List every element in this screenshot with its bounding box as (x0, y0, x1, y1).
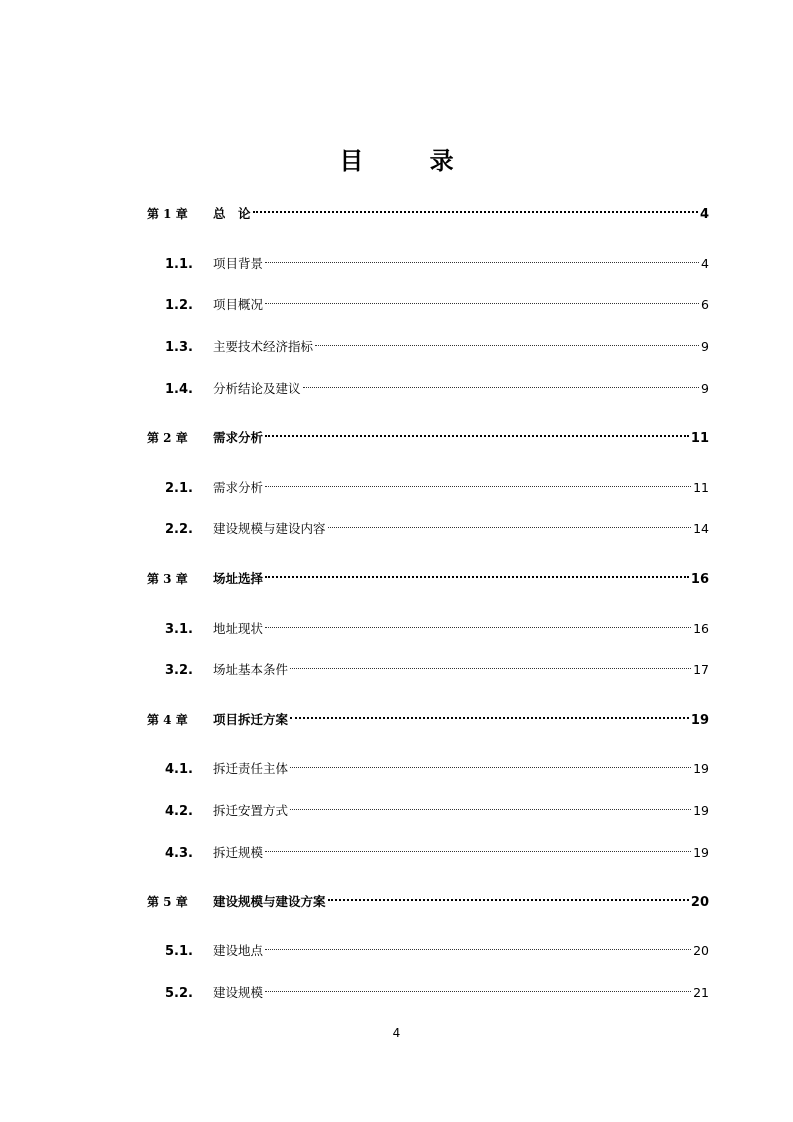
toc-label: 地址现状 (213, 621, 264, 636)
toc-page: 11 (693, 480, 709, 495)
dot-leader (265, 289, 699, 309)
toc-page: 6 (701, 297, 709, 312)
dot-leader (328, 886, 689, 906)
toc-section-3-2[interactable] (147, 654, 709, 678)
toc-label: 拆迁规模 (213, 845, 264, 860)
toc-number: 第 2 章 (147, 431, 188, 445)
page-title (0, 141, 793, 176)
dot-leader (290, 704, 689, 724)
title-char-1: 目 (339, 147, 364, 175)
toc-page: 19 (693, 761, 709, 776)
dot-leader (265, 563, 689, 583)
toc-label: 分析结论及建议 (213, 381, 301, 396)
toc-section-4-2[interactable] (147, 795, 709, 819)
toc-page: 9 (701, 381, 709, 396)
dot-leader (265, 472, 691, 492)
toc-page: 4 (699, 207, 709, 222)
toc-label: 项目概况 (213, 297, 264, 312)
toc-page: 21 (693, 985, 709, 1000)
toc-page: 9 (701, 339, 709, 354)
toc-label: 拆迁责任主体 (213, 761, 289, 776)
toc-label: 拆迁安置方式 (213, 803, 289, 818)
toc-page: 16 (690, 572, 709, 587)
toc-label: 项目拆迁方案 (213, 712, 289, 727)
dot-leader (265, 935, 691, 955)
dot-leader (290, 795, 691, 815)
toc-label: 建设地点 (213, 943, 264, 958)
toc-section-5-2[interactable] (147, 977, 709, 1001)
toc-section-1-4[interactable] (147, 373, 709, 397)
toc-number: 第 4 章 (147, 713, 188, 727)
toc-label: 主要技术经济指标 (213, 339, 314, 354)
dot-leader (265, 977, 691, 997)
dot-leader (265, 248, 699, 268)
toc-chapter-3[interactable] (147, 563, 709, 587)
toc-page: 20 (693, 943, 709, 958)
dot-leader (290, 753, 691, 773)
toc-number: 4.2. (165, 804, 193, 819)
toc-page: 17 (693, 662, 709, 677)
toc-label: 项目背景 (213, 256, 264, 271)
toc-chapter-1[interactable] (147, 198, 709, 222)
toc-page: 20 (690, 895, 709, 910)
dot-leader (328, 513, 692, 533)
dot-leader (315, 331, 699, 351)
toc-number: 3.2. (165, 663, 193, 678)
page-number: 4 (392, 1026, 401, 1040)
toc-section-1-3[interactable] (147, 331, 709, 355)
toc-page: 16 (693, 621, 709, 636)
toc-label: 场址基本条件 (213, 662, 289, 677)
toc-page: 19 (690, 713, 709, 728)
toc-section-2-2[interactable] (147, 513, 709, 537)
title-char-2: 录 (429, 147, 454, 175)
dot-leader (265, 422, 689, 442)
dot-leader (265, 613, 691, 633)
toc-section-2-1[interactable] (147, 472, 709, 496)
toc-section-1-2[interactable] (147, 289, 709, 313)
toc-page: 19 (693, 803, 709, 818)
toc-page: 11 (690, 431, 709, 446)
toc-page: 19 (693, 845, 709, 860)
dot-leader (303, 373, 700, 393)
toc-number: 4.3. (165, 846, 193, 861)
toc-page: 14 (693, 521, 709, 536)
toc-section-3-1[interactable] (147, 613, 709, 637)
toc-section-5-1[interactable] (147, 935, 709, 959)
toc-chapter-5[interactable] (147, 886, 709, 910)
toc-page: 4 (701, 256, 709, 271)
dot-leader (253, 198, 698, 218)
toc-number: 3.1. (165, 622, 193, 637)
toc-label: 需求分析 (213, 480, 264, 495)
toc-number: 1.1. (165, 257, 193, 272)
toc-number: 4.1. (165, 762, 193, 777)
toc-section-1-1[interactable] (147, 248, 709, 272)
dot-leader (290, 654, 691, 674)
toc-section-4-1[interactable] (147, 753, 709, 777)
toc-chapter-4[interactable] (147, 704, 709, 728)
toc-number: 1.4. (165, 382, 193, 397)
toc-label: 总 论 (213, 206, 251, 221)
toc-section-4-3[interactable] (147, 837, 709, 861)
toc-label: 需求分析 (213, 430, 264, 445)
toc-number: 2.1. (165, 481, 193, 496)
toc-number: 第 1 章 (147, 207, 188, 221)
toc-label: 场址选择 (213, 571, 264, 586)
toc-number: 5.1. (165, 944, 193, 959)
toc-chapter-2[interactable] (147, 422, 709, 446)
toc-number: 第 3 章 (147, 572, 188, 586)
toc-number: 1.2. (165, 298, 193, 313)
toc-number: 1.3. (165, 340, 193, 355)
toc-number: 2.2. (165, 522, 193, 537)
toc-number: 5.2. (165, 986, 193, 1001)
toc-label: 建设规模与建设内容 (213, 521, 326, 536)
toc-number: 第 5 章 (147, 895, 188, 909)
dot-leader (265, 837, 691, 857)
toc-label: 建设规模 (213, 985, 264, 1000)
toc-label: 建设规模与建设方案 (213, 894, 326, 909)
